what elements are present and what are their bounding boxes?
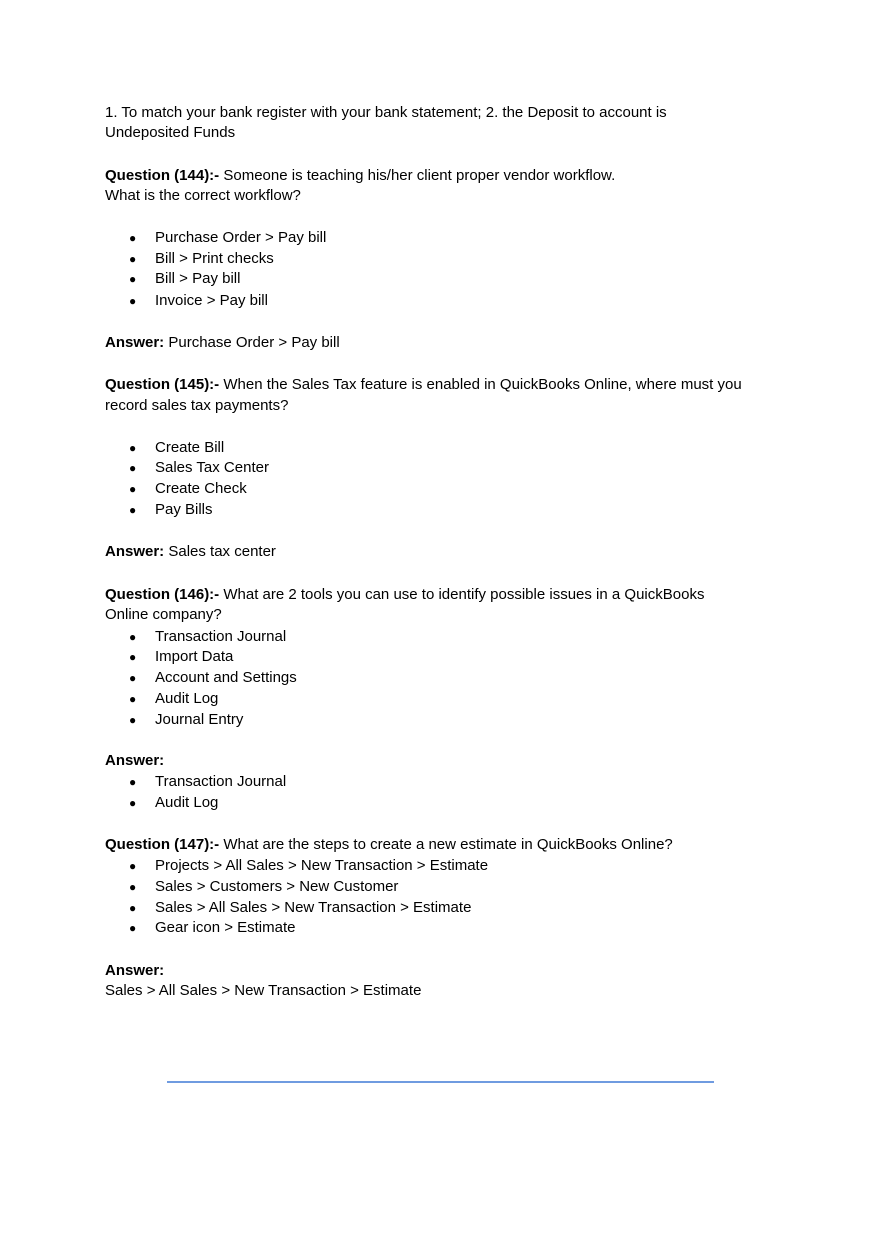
bullet-icon: ● xyxy=(129,231,137,245)
question-text-cont: What is the correct workflow? xyxy=(105,187,301,204)
answer-144 xyxy=(105,333,340,353)
answer-text: Purchase Order > Pay bill xyxy=(164,334,340,351)
bullet-icon: ● xyxy=(129,461,137,475)
horizontal-divider xyxy=(167,1081,714,1083)
answer-item: Transaction Journal xyxy=(155,773,287,790)
option-item: Transaction Journal xyxy=(155,628,287,645)
bullet-icon: ● xyxy=(129,775,137,789)
answer-label: Answer: xyxy=(105,752,165,769)
question-label: Question (147):- xyxy=(105,836,220,853)
intro-line-1: 1. To match your bank register with your bank statement; 2. the Deposit to account is xyxy=(105,104,667,121)
answer-label-146 xyxy=(105,751,164,771)
bullet-icon: ● xyxy=(129,441,137,455)
option-item: Account and Settings xyxy=(155,669,297,686)
bullet-icon: ● xyxy=(129,713,137,727)
bullet-icon: ● xyxy=(129,859,137,873)
question-text-cont: Online company? xyxy=(105,606,222,623)
bullet-icon: ● xyxy=(129,272,137,286)
answer-145 xyxy=(105,542,276,562)
question-text: What are 2 tools you can use to identify possible issues in a QuickBooks xyxy=(219,586,705,603)
question-146 xyxy=(105,585,704,605)
question-text-cont: record sales tax payments? xyxy=(105,397,289,414)
question-text: When the Sales Tax feature is enabled in QuickBooks Online, where must you xyxy=(219,376,742,393)
bullet-icon: ● xyxy=(129,630,137,644)
bullet-icon: ● xyxy=(129,671,137,685)
bullet-icon: ● xyxy=(129,692,137,706)
answer-label: Answer: xyxy=(105,334,165,351)
option-item: Sales > Customers > New Customer xyxy=(155,878,399,895)
question-147 xyxy=(105,835,673,855)
question-text: What are the steps to create a new estimate in QuickBooks Online? xyxy=(219,836,673,853)
bullet-icon: ● xyxy=(129,650,137,664)
bullet-icon: ● xyxy=(129,503,137,517)
question-text: Someone is teaching his/her client proper vendor workflow. xyxy=(219,167,616,184)
option-item: Create Check xyxy=(155,480,247,497)
option-item: Invoice > Pay bill xyxy=(155,292,268,309)
option-item: Gear icon > Estimate xyxy=(155,919,296,936)
option-item: Sales > All Sales > New Transaction > Estimate xyxy=(155,899,472,916)
option-item: Pay Bills xyxy=(155,501,213,518)
answer-label-147 xyxy=(105,961,164,981)
option-item: Projects > All Sales > New Transaction > Estimate xyxy=(155,857,489,874)
bullet-icon: ● xyxy=(129,921,137,935)
question-label: Question (144):- xyxy=(105,167,220,184)
bullet-icon: ● xyxy=(129,880,137,894)
option-item: Sales Tax Center xyxy=(155,459,269,476)
option-item: Purchase Order > Pay bill xyxy=(155,229,327,246)
question-144 xyxy=(105,166,615,186)
option-item: Bill > Pay bill xyxy=(155,270,241,287)
option-item: Journal Entry xyxy=(155,711,244,728)
question-145 xyxy=(105,375,742,395)
answer-label: Answer: xyxy=(105,962,165,979)
answer-item: Audit Log xyxy=(155,794,219,811)
bullet-icon: ● xyxy=(129,294,137,308)
answer-text: Sales > All Sales > New Transaction > Estimate xyxy=(105,982,422,999)
answer-text: Sales tax center xyxy=(164,543,276,560)
bullet-icon: ● xyxy=(129,252,137,266)
option-item: Import Data xyxy=(155,648,234,665)
bullet-icon: ● xyxy=(129,901,137,915)
question-label: Question (145):- xyxy=(105,376,220,393)
answer-label: Answer: xyxy=(105,543,165,560)
option-item: Create Bill xyxy=(155,439,225,456)
option-item: Audit Log xyxy=(155,690,219,707)
option-item: Bill > Print checks xyxy=(155,250,274,267)
bullet-icon: ● xyxy=(129,482,137,496)
bullet-icon: ● xyxy=(129,796,137,810)
intro-line-2: Undeposited Funds xyxy=(105,124,236,141)
question-label: Question (146):- xyxy=(105,586,220,603)
